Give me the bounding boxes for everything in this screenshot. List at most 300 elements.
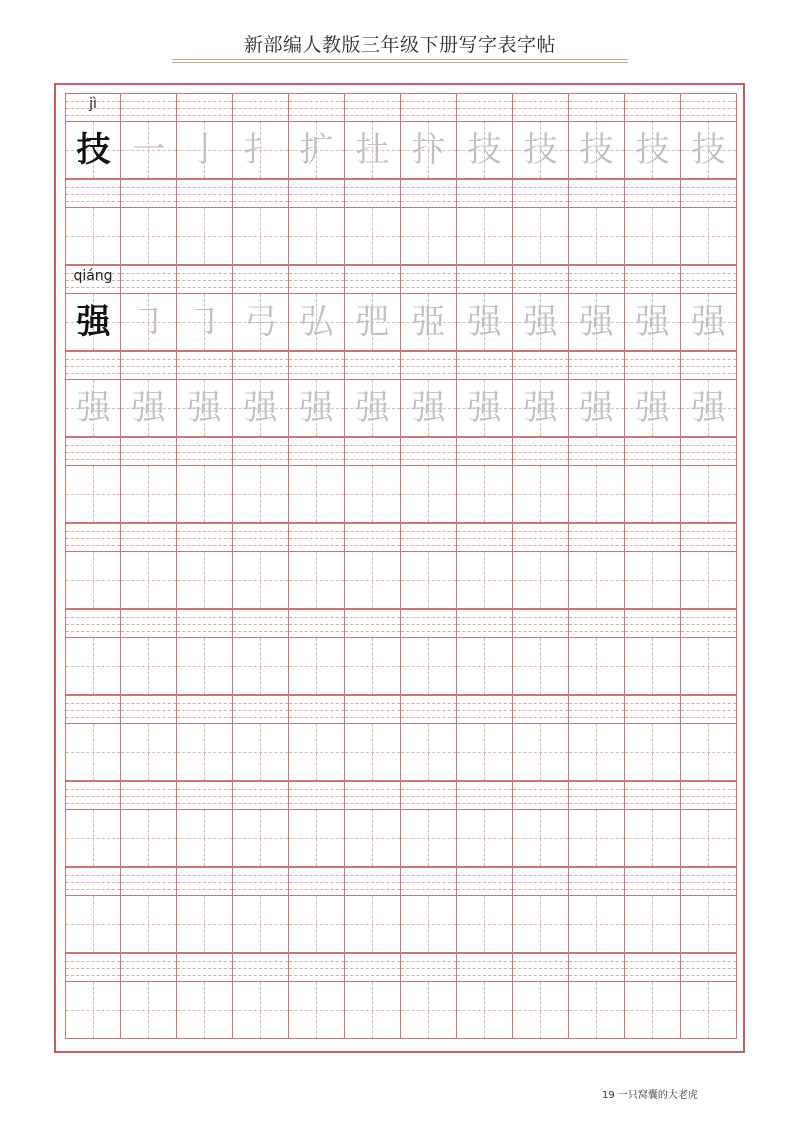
- pinyin-guide-line: [289, 789, 344, 790]
- pinyin-cell: [289, 437, 345, 465]
- tianzige-cell[interactable]: [401, 895, 457, 953]
- model-character: [66, 638, 121, 695]
- tianzige-cell[interactable]: [513, 637, 569, 695]
- tianzige-cell[interactable]: [121, 723, 177, 781]
- tianzige-cell[interactable]: [681, 551, 737, 609]
- tianzige-cell[interactable]: [625, 723, 681, 781]
- trace-character: [513, 552, 568, 609]
- tianzige-cell[interactable]: [625, 379, 681, 437]
- pinyin-guide-line: [401, 882, 456, 883]
- tianzige-cell[interactable]: [681, 637, 737, 695]
- pinyin-row: [65, 351, 737, 379]
- pinyin-guide-line: [233, 789, 288, 790]
- pinyin-guide-line: [233, 624, 288, 625]
- tianzige-cell[interactable]: [121, 293, 177, 351]
- pinyin-guide-line: [401, 796, 456, 797]
- pinyin-guide-line: [345, 889, 400, 890]
- pinyin-guide-line: [233, 710, 288, 711]
- pinyin-guide-line: [121, 975, 176, 976]
- pinyin-guide-line: [457, 101, 512, 102]
- tianzige-cell[interactable]: [233, 379, 289, 437]
- tianzige-cell[interactable]: [513, 895, 569, 953]
- pinyin-guide-line: [625, 452, 680, 453]
- pinyin-guide-line: [121, 538, 176, 539]
- tianzige-cell[interactable]: [513, 465, 569, 523]
- tianzige-cell[interactable]: [401, 207, 457, 265]
- trace-character: [177, 552, 232, 609]
- trace-character: [681, 466, 736, 523]
- pinyin-cell: [289, 609, 345, 637]
- pinyin-guide-line: [177, 875, 232, 876]
- tianzige-cell[interactable]: [681, 121, 737, 179]
- pinyin-cell: [681, 609, 737, 637]
- tianzige-cell[interactable]: [401, 379, 457, 437]
- pinyin-guide-line: [513, 201, 568, 202]
- tianzige-cell[interactable]: [569, 293, 625, 351]
- tianzige-cell[interactable]: [65, 895, 121, 953]
- model-character: [66, 466, 121, 523]
- pinyin-guide-line: [569, 187, 624, 188]
- pinyin-guide-line: [121, 359, 176, 360]
- pinyin-guide-line: [681, 545, 736, 546]
- tianzige-cell[interactable]: [569, 809, 625, 867]
- pinyin-cell: [121, 179, 177, 207]
- tianzige-cell[interactable]: [513, 207, 569, 265]
- pinyin-guide-line: [513, 373, 568, 374]
- tianzige-cell[interactable]: [177, 637, 233, 695]
- tianzige-cell[interactable]: [513, 723, 569, 781]
- trace-character: [457, 208, 512, 265]
- tianzige-cell[interactable]: [121, 637, 177, 695]
- pinyin-cell: [233, 695, 289, 723]
- tianzige-cell[interactable]: [625, 551, 681, 609]
- tianzige-cell[interactable]: [289, 723, 345, 781]
- tianzige-cell[interactable]: [681, 895, 737, 953]
- pinyin-guide-line: [569, 803, 624, 804]
- trace-character: [569, 982, 624, 1039]
- tianzige-cell[interactable]: [345, 895, 401, 953]
- pinyin-guide-line: [513, 703, 568, 704]
- trace-character: [233, 638, 288, 695]
- pinyin-cell: [625, 953, 681, 981]
- pinyin-guide-line: [177, 975, 232, 976]
- pinyin-guide-line: [66, 703, 120, 704]
- pinyin-guide-line: [457, 717, 512, 718]
- pinyin-guide-line: [233, 717, 288, 718]
- pinyin-guide-line: [569, 538, 624, 539]
- pinyin-guide-line: [289, 710, 344, 711]
- tianzige-cell[interactable]: [681, 293, 737, 351]
- tianzige-cell[interactable]: [345, 809, 401, 867]
- tianzige-cell[interactable]: [65, 551, 121, 609]
- pinyin-guide-line: [121, 961, 176, 962]
- tianzige-cell[interactable]: [345, 981, 401, 1039]
- tianzige-cell[interactable]: [345, 207, 401, 265]
- tianzige-cell[interactable]: [513, 379, 569, 437]
- tianzige-cell[interactable]: [681, 723, 737, 781]
- tianzige-cell[interactable]: [121, 207, 177, 265]
- pinyin-guide-line: [625, 459, 680, 460]
- tianzige-cell[interactable]: [513, 121, 569, 179]
- trace-character: [289, 208, 344, 265]
- pinyin-guide-line: [66, 882, 120, 883]
- tianzige-cell[interactable]: [625, 293, 681, 351]
- trace-character: [177, 810, 232, 867]
- tianzige-cell[interactable]: [401, 809, 457, 867]
- pinyin-guide-line: [625, 796, 680, 797]
- pinyin-guide-line: [121, 115, 176, 116]
- tianzige-cell[interactable]: [401, 465, 457, 523]
- pinyin-guide-line: [177, 968, 232, 969]
- pinyin-guide-line: [66, 789, 120, 790]
- pinyin-guide-line: [121, 617, 176, 618]
- tianzige-cell[interactable]: [345, 379, 401, 437]
- tianzige-cell[interactable]: [233, 895, 289, 953]
- trace-character: [457, 810, 512, 867]
- trace-character: 抃: [411, 130, 446, 170]
- tianzige-cell[interactable]: [65, 121, 121, 179]
- tianzige-cell[interactable]: [289, 379, 345, 437]
- pinyin-guide-line: [569, 108, 624, 109]
- tianzige-cell[interactable]: [121, 121, 177, 179]
- pinyin-guide-line: [513, 194, 568, 195]
- pinyin-cell: [401, 351, 457, 379]
- pinyin-cell: [177, 93, 233, 121]
- tianzige-cell[interactable]: [177, 551, 233, 609]
- pinyin-row: [65, 867, 737, 895]
- pinyin-guide-line: [513, 882, 568, 883]
- pinyin-guide-line: [513, 101, 568, 102]
- tianzige-cell[interactable]: [513, 551, 569, 609]
- tianzige-cell[interactable]: [569, 207, 625, 265]
- trace-character: [401, 810, 456, 867]
- tianzige-cell[interactable]: [121, 379, 177, 437]
- tianzige-cell[interactable]: [457, 293, 513, 351]
- pinyin-cell: [681, 179, 737, 207]
- tianzige-cell[interactable]: [65, 465, 121, 523]
- pinyin-guide-line: [569, 359, 624, 360]
- character-row: [65, 981, 737, 1039]
- pinyin-cell: [401, 179, 457, 207]
- pinyin-guide-line: [177, 187, 232, 188]
- tianzige-cell[interactable]: [457, 723, 513, 781]
- pinyin-guide-line: [233, 201, 288, 202]
- tianzige-cell[interactable]: [121, 809, 177, 867]
- tianzige-cell[interactable]: [177, 465, 233, 523]
- tianzige-cell[interactable]: [289, 809, 345, 867]
- pinyin-cell: [681, 437, 737, 465]
- tianzige-cell[interactable]: [457, 895, 513, 953]
- pinyin-guide-line: [177, 961, 232, 962]
- tianzige-cell[interactable]: [401, 121, 457, 179]
- tianzige-cell[interactable]: [177, 723, 233, 781]
- trace-character: [289, 896, 344, 953]
- tianzige-cell[interactable]: [65, 207, 121, 265]
- tianzige-cell[interactable]: [569, 637, 625, 695]
- tianzige-cell[interactable]: [569, 465, 625, 523]
- pinyin-cell: [681, 867, 737, 895]
- tianzige-cell[interactable]: [177, 207, 233, 265]
- trace-character: [233, 982, 288, 1039]
- pinyin-guide-line: [457, 975, 512, 976]
- pinyin-guide-line: [513, 545, 568, 546]
- pinyin-cell: [457, 781, 513, 809]
- pinyin-guide-line: [289, 115, 344, 116]
- pinyin-guide-line: [345, 531, 400, 532]
- pinyin-guide-line: [233, 452, 288, 453]
- tianzige-cell[interactable]: [681, 379, 737, 437]
- tianzige-cell[interactable]: [457, 637, 513, 695]
- trace-character: [513, 724, 568, 781]
- pinyin-guide-line: [569, 287, 624, 288]
- tianzige-cell[interactable]: [289, 551, 345, 609]
- pinyin-guide-line: [121, 101, 176, 102]
- trace-character: 强: [523, 388, 558, 428]
- model-character: 强: [76, 388, 111, 428]
- pinyin-guide-line: [289, 803, 344, 804]
- trace-character: [345, 982, 400, 1039]
- tianzige-cell[interactable]: [233, 551, 289, 609]
- pinyin-guide-line: [681, 796, 736, 797]
- pinyin-cell: [65, 953, 121, 981]
- pinyin-guide-line: [289, 373, 344, 374]
- tianzige-cell[interactable]: [401, 293, 457, 351]
- tianzige-cell[interactable]: [345, 121, 401, 179]
- tianzige-cell[interactable]: [457, 207, 513, 265]
- pinyin-guide-line: [625, 445, 680, 446]
- trace-character: [513, 982, 568, 1039]
- tianzige-cell[interactable]: [457, 121, 513, 179]
- pinyin-cell: [345, 523, 401, 551]
- tianzige-cell[interactable]: [177, 809, 233, 867]
- pinyin-guide-line: [345, 459, 400, 460]
- trace-character: 强: [579, 302, 614, 342]
- tianzige-cell[interactable]: [625, 895, 681, 953]
- tianzige-cell[interactable]: [457, 981, 513, 1039]
- pinyin-cell: [457, 93, 513, 121]
- tianzige-cell[interactable]: [569, 723, 625, 781]
- tianzige-cell[interactable]: [233, 293, 289, 351]
- pinyin-guide-line: [401, 624, 456, 625]
- tianzige-cell[interactable]: [401, 551, 457, 609]
- tianzige-cell[interactable]: [233, 809, 289, 867]
- trace-character: [681, 982, 736, 1039]
- tianzige-cell[interactable]: [625, 981, 681, 1039]
- tianzige-cell[interactable]: [457, 551, 513, 609]
- pinyin-cell: [569, 523, 625, 551]
- trace-character: [457, 724, 512, 781]
- pinyin-guide-line: [233, 194, 288, 195]
- tianzige-cell[interactable]: [625, 121, 681, 179]
- pinyin-guide-line: [289, 366, 344, 367]
- tianzige-cell[interactable]: [625, 465, 681, 523]
- pinyin-guide-line: [457, 187, 512, 188]
- pinyin-guide-line: [401, 280, 456, 281]
- pinyin-guide-line: [569, 968, 624, 969]
- pinyin-guide-line: [289, 882, 344, 883]
- tianzige-cell[interactable]: [457, 465, 513, 523]
- tianzige-cell[interactable]: [513, 293, 569, 351]
- pinyin-guide-line: [177, 631, 232, 632]
- trace-character: [681, 896, 736, 953]
- tianzige-cell[interactable]: [681, 809, 737, 867]
- tianzige-cell[interactable]: [121, 551, 177, 609]
- tianzige-cell[interactable]: [569, 379, 625, 437]
- tianzige-cell[interactable]: [401, 637, 457, 695]
- tianzige-cell[interactable]: [233, 723, 289, 781]
- tianzige-cell[interactable]: [177, 121, 233, 179]
- pinyin-guide-line: [569, 717, 624, 718]
- tianzige-cell[interactable]: [345, 723, 401, 781]
- pinyin-guide-line: [121, 445, 176, 446]
- trace-character: [401, 638, 456, 695]
- pinyin-guide-line: [681, 101, 736, 102]
- practice-sheet: [54, 83, 745, 1053]
- pinyin-guide-line: [177, 459, 232, 460]
- trace-character: 扌: [243, 130, 278, 170]
- tianzige-cell[interactable]: [289, 293, 345, 351]
- pinyin-guide-line: [681, 624, 736, 625]
- pinyin-cell: [177, 437, 233, 465]
- pinyin-guide-line: [66, 287, 120, 288]
- pinyin-cell: [457, 867, 513, 895]
- tianzige-cell[interactable]: [569, 981, 625, 1039]
- tianzige-cell[interactable]: [65, 981, 121, 1039]
- tianzige-cell[interactable]: [121, 895, 177, 953]
- pinyin-guide-line: [513, 452, 568, 453]
- pinyin-cell: [681, 351, 737, 379]
- tianzige-cell[interactable]: [65, 637, 121, 695]
- tianzige-cell[interactable]: [121, 465, 177, 523]
- tianzige-cell[interactable]: [289, 637, 345, 695]
- pinyin-guide-line: [66, 452, 120, 453]
- pinyin-guide-line: [177, 101, 232, 102]
- tianzige-cell[interactable]: [177, 895, 233, 953]
- tianzige-cell[interactable]: [289, 981, 345, 1039]
- tianzige-cell[interactable]: [289, 895, 345, 953]
- trace-character: [233, 724, 288, 781]
- trace-character: [513, 896, 568, 953]
- pinyin-cell: [457, 609, 513, 637]
- tianzige-cell[interactable]: [345, 293, 401, 351]
- tianzige-cell[interactable]: [681, 981, 737, 1039]
- tianzige-cell[interactable]: [121, 981, 177, 1039]
- tianzige-cell[interactable]: [289, 465, 345, 523]
- tianzige-cell[interactable]: [569, 895, 625, 953]
- pinyin-guide-line: [345, 201, 400, 202]
- pinyin-cell: [65, 609, 121, 637]
- tianzige-cell[interactable]: [457, 379, 513, 437]
- pinyin-guide-line: [569, 373, 624, 374]
- tianzige-cell[interactable]: [401, 723, 457, 781]
- tianzige-cell[interactable]: [233, 981, 289, 1039]
- trace-character: [177, 638, 232, 695]
- tianzige-cell[interactable]: [177, 293, 233, 351]
- pinyin-guide-line: [345, 452, 400, 453]
- pinyin-guide-line: [177, 624, 232, 625]
- pinyin-guide-line: [345, 717, 400, 718]
- tianzige-cell[interactable]: [513, 981, 569, 1039]
- pinyin-guide-line: [625, 717, 680, 718]
- tianzige-cell[interactable]: [569, 121, 625, 179]
- tianzige-cell[interactable]: [457, 809, 513, 867]
- tianzige-cell[interactable]: [65, 809, 121, 867]
- tianzige-cell[interactable]: [177, 379, 233, 437]
- pinyin-row: [65, 265, 737, 293]
- tianzige-cell[interactable]: [289, 207, 345, 265]
- trace-character: 强: [467, 388, 502, 428]
- pinyin-guide-line: [401, 201, 456, 202]
- tianzige-cell[interactable]: [177, 981, 233, 1039]
- pinyin-guide-line: [457, 538, 512, 539]
- pinyin-cell: [233, 953, 289, 981]
- trace-character: [681, 810, 736, 867]
- pinyin-text: jì: [89, 96, 97, 112]
- pinyin-cell: [233, 867, 289, 895]
- tianzige-cell[interactable]: [681, 465, 737, 523]
- tianzige-cell[interactable]: [233, 121, 289, 179]
- pinyin-guide-line: [457, 803, 512, 804]
- pinyin-guide-line: [233, 101, 288, 102]
- tianzige-cell[interactable]: [625, 637, 681, 695]
- pinyin-guide-line: [457, 373, 512, 374]
- pinyin-guide-line: [66, 710, 120, 711]
- trace-character: 强: [299, 388, 334, 428]
- tianzige-cell[interactable]: [345, 551, 401, 609]
- pinyin-guide-line: [66, 187, 120, 188]
- tianzige-cell[interactable]: [65, 379, 121, 437]
- trace-character: 强: [243, 388, 278, 428]
- pinyin-guide-line: [345, 287, 400, 288]
- pinyin-cell: [345, 437, 401, 465]
- trace-character: 强: [355, 388, 390, 428]
- tianzige-cell[interactable]: [345, 465, 401, 523]
- tianzige-cell[interactable]: [681, 207, 737, 265]
- pinyin-cell: [289, 867, 345, 895]
- trace-character: 一: [131, 130, 166, 170]
- tianzige-cell[interactable]: [65, 723, 121, 781]
- tianzige-cell[interactable]: [233, 207, 289, 265]
- tianzige-cell[interactable]: [345, 637, 401, 695]
- tianzige-cell[interactable]: [233, 465, 289, 523]
- pinyin-guide-line: [345, 108, 400, 109]
- pinyin-guide-line: [681, 280, 736, 281]
- pinyin-guide-line: [177, 115, 232, 116]
- pinyin-guide-line: [569, 366, 624, 367]
- pinyin-guide-line: [177, 545, 232, 546]
- pinyin-cell: [121, 953, 177, 981]
- tianzige-cell[interactable]: [513, 809, 569, 867]
- tianzige-cell[interactable]: [625, 809, 681, 867]
- tianzige-cell[interactable]: [569, 551, 625, 609]
- pinyin-guide-line: [457, 961, 512, 962]
- pinyin-guide-line: [177, 531, 232, 532]
- tianzige-cell[interactable]: [625, 207, 681, 265]
- pinyin-guide-line: [177, 710, 232, 711]
- tianzige-cell[interactable]: [401, 981, 457, 1039]
- pinyin-guide-line: [401, 961, 456, 962]
- trace-character: [121, 896, 176, 953]
- trace-character: 弫: [411, 302, 446, 342]
- pinyin-guide-line: [569, 273, 624, 274]
- pinyin-cell: [681, 265, 737, 293]
- tianzige-cell[interactable]: [65, 293, 121, 351]
- tianzige-cell[interactable]: [233, 637, 289, 695]
- pinyin-guide-line: [233, 538, 288, 539]
- trace-character: [457, 466, 512, 523]
- tianzige-cell[interactable]: [289, 121, 345, 179]
- pinyin-guide-line: [457, 710, 512, 711]
